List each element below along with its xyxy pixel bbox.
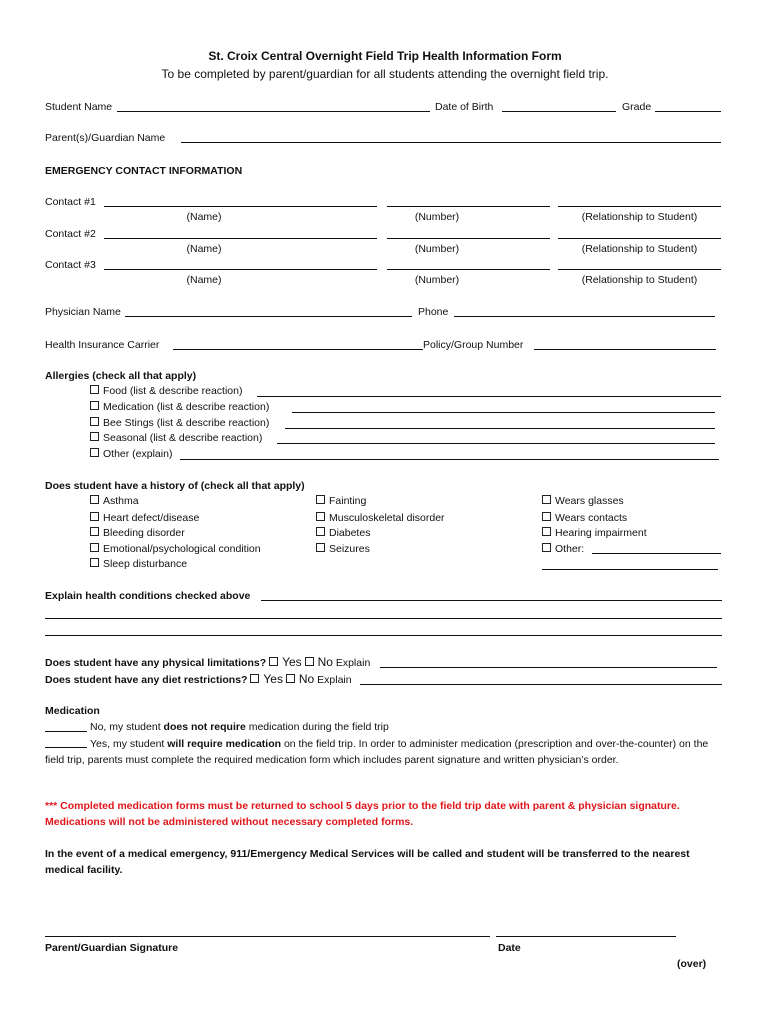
checkbox[interactable] bbox=[316, 512, 325, 521]
diet-explain-field[interactable] bbox=[360, 684, 722, 685]
form-title: St. Croix Central Overnight Field Trip Health Information Form bbox=[208, 49, 562, 63]
physical-explain-field[interactable] bbox=[380, 667, 717, 668]
contact-3-name-field[interactable] bbox=[104, 269, 377, 270]
allergy-food-field[interactable] bbox=[257, 396, 721, 397]
checkbox[interactable] bbox=[90, 558, 99, 567]
contact-1-relationship-field[interactable] bbox=[558, 206, 721, 207]
diet-restrictions-row: Does student have any diet restrictions? Yes No Explain bbox=[45, 672, 352, 686]
guardian-name-field[interactable] bbox=[181, 142, 721, 143]
checkbox[interactable] bbox=[90, 543, 99, 552]
policy-number-label: Policy/Group Number bbox=[423, 339, 524, 351]
physical-limitations-row: Does student have any physical limitations? Yes No Explain bbox=[45, 655, 371, 669]
checkbox[interactable] bbox=[316, 543, 325, 552]
explain-field-2[interactable] bbox=[45, 618, 722, 619]
contact-1-name-field[interactable] bbox=[104, 206, 377, 207]
number-caption: (Number) bbox=[414, 274, 460, 286]
history-checkbox-item[interactable]: Asthma bbox=[90, 494, 139, 508]
history-checkbox-item[interactable]: Hearing impairment bbox=[542, 526, 647, 540]
contact-2-number-field[interactable] bbox=[387, 238, 550, 239]
checkbox[interactable] bbox=[542, 527, 551, 536]
medication-no-blank[interactable] bbox=[45, 731, 87, 732]
student-name-field[interactable] bbox=[117, 111, 430, 112]
grade-field[interactable] bbox=[655, 111, 721, 112]
contact-label: Contact #1 bbox=[45, 196, 96, 208]
allergy-other-item: Other (explain) bbox=[90, 447, 172, 461]
history-checkbox-item[interactable]: Fainting bbox=[316, 494, 366, 508]
grade-label: Grade bbox=[622, 101, 652, 113]
allergy-seasonal-item: Seasonal (list & describe reaction) bbox=[90, 431, 262, 445]
checkbox[interactable] bbox=[316, 527, 325, 536]
history-checkbox-item[interactable]: Bleeding disorder bbox=[90, 526, 185, 540]
explain-field-1[interactable] bbox=[261, 600, 722, 601]
allergy-medication-field[interactable] bbox=[292, 412, 715, 413]
allergy-bee-field[interactable] bbox=[285, 428, 715, 429]
over-note: (over) bbox=[677, 958, 707, 970]
name-caption: (Name) bbox=[186, 243, 222, 255]
allergy-food-item: Food (list & describe reaction) bbox=[90, 384, 242, 398]
contact-2-relationship-field[interactable] bbox=[558, 238, 721, 239]
checkbox[interactable] bbox=[90, 385, 99, 394]
no-checkbox[interactable] bbox=[286, 674, 295, 683]
history-checkbox-item[interactable]: Heart defect/disease bbox=[90, 511, 199, 525]
signature-field[interactable] bbox=[45, 936, 490, 937]
relationship-caption: (Relationship to Student) bbox=[581, 243, 698, 255]
insurance-carrier-field[interactable] bbox=[173, 349, 423, 350]
number-caption: (Number) bbox=[414, 243, 460, 255]
allergy-medication-item: Medication (list & describe reaction) bbox=[90, 400, 269, 414]
relationship-caption: (Relationship to Student) bbox=[581, 211, 698, 223]
no-checkbox[interactable] bbox=[305, 657, 314, 666]
checkbox[interactable] bbox=[90, 401, 99, 410]
relationship-caption: (Relationship to Student) bbox=[581, 274, 698, 286]
name-caption: (Name) bbox=[186, 211, 222, 223]
checkbox[interactable] bbox=[90, 432, 99, 441]
history-other-field-2[interactable] bbox=[542, 569, 718, 570]
student-name-label: Student Name bbox=[45, 101, 113, 113]
dob-label: Date of Birth bbox=[435, 101, 494, 113]
medication-yes-text: Yes, my student will require medication on the field trip. In order to administer medication (prescription and over-the-counter) on the field trip, parents must complete the required medication form which includes parent signature and written physician’s order. bbox=[45, 738, 709, 766]
history-heading: Does student have a history of (check all that apply) bbox=[45, 480, 305, 492]
physician-phone-label: Phone bbox=[418, 306, 449, 318]
emergency-heading: EMERGENCY CONTACT INFORMATION bbox=[45, 165, 243, 177]
checkbox[interactable] bbox=[542, 543, 551, 552]
physician-phone-field[interactable] bbox=[454, 316, 715, 317]
history-checkbox-item[interactable]: Emotional/psychological condition bbox=[90, 542, 261, 556]
signature-label: Parent/Guardian Signature bbox=[45, 942, 179, 954]
yes-checkbox[interactable] bbox=[250, 674, 259, 683]
allergy-other-field[interactable] bbox=[180, 459, 719, 460]
contact-label: Contact #3 bbox=[45, 259, 96, 271]
history-checkbox-item[interactable]: Wears contacts bbox=[542, 511, 627, 525]
checkbox[interactable] bbox=[542, 512, 551, 521]
medication-heading: Medication bbox=[45, 705, 100, 717]
explain-label: Explain health conditions checked above bbox=[45, 590, 251, 602]
physician-name-field[interactable] bbox=[125, 316, 412, 317]
contact-3-relationship-field[interactable] bbox=[558, 269, 721, 270]
checkbox[interactable] bbox=[90, 495, 99, 504]
guardian-name-label: Parent(s)/Guardian Name bbox=[45, 132, 166, 144]
checkbox[interactable] bbox=[90, 527, 99, 536]
history-other-field[interactable] bbox=[592, 553, 721, 554]
allergy-seasonal-field[interactable] bbox=[277, 443, 715, 444]
checkbox[interactable] bbox=[542, 495, 551, 504]
policy-number-field[interactable] bbox=[534, 349, 716, 350]
checkbox[interactable] bbox=[90, 448, 99, 457]
number-caption: (Number) bbox=[414, 211, 460, 223]
name-caption: (Name) bbox=[186, 274, 222, 286]
contact-1-number-field[interactable] bbox=[387, 206, 550, 207]
history-checkbox-item[interactable]: Musculoskeletal disorder bbox=[316, 511, 445, 525]
date-label: Date bbox=[498, 942, 521, 954]
checkbox[interactable] bbox=[90, 417, 99, 426]
dob-field[interactable] bbox=[502, 111, 616, 112]
medication-warning: *** Completed medication forms must be returned to school 5 days prior to the field trip date with parent & physician signature. Medications will not be administered without necessary completed forms. bbox=[45, 800, 680, 828]
history-checkbox-item[interactable]: Sleep disturbance bbox=[90, 557, 187, 571]
contact-3-number-field[interactable] bbox=[387, 269, 550, 270]
explain-field-3[interactable] bbox=[45, 635, 722, 636]
history-checkbox-item[interactable]: Other: bbox=[542, 542, 584, 556]
allergies-heading: Allergies (check all that apply) bbox=[45, 370, 197, 382]
history-checkbox-item[interactable]: Seizures bbox=[316, 542, 370, 556]
insurance-carrier-label: Health Insurance Carrier bbox=[45, 339, 160, 351]
yes-checkbox[interactable] bbox=[269, 657, 278, 666]
history-checkbox-item[interactable]: Wears glasses bbox=[542, 494, 624, 508]
physician-name-label: Physician Name bbox=[45, 306, 121, 318]
contact-2-name-field[interactable] bbox=[104, 238, 377, 239]
form-subtitle: To be completed by parent/guardian for all students attending the overnight field trip. bbox=[161, 67, 609, 81]
checkbox[interactable] bbox=[316, 495, 325, 504]
history-checkbox-item[interactable]: Diabetes bbox=[316, 526, 370, 540]
allergy-bee-item: Bee Stings (list & describe reaction) bbox=[90, 416, 269, 430]
date-field[interactable] bbox=[496, 936, 676, 937]
checkbox[interactable] bbox=[90, 512, 99, 521]
contact-label: Contact #2 bbox=[45, 228, 96, 240]
medication-no-text: No, my student does not require medication during the field trip bbox=[90, 721, 389, 733]
emergency-note: In the event of a medical emergency, 911/Emergency Medical Services will be called and student will be transferred to the nearest medical facility. bbox=[45, 848, 690, 876]
